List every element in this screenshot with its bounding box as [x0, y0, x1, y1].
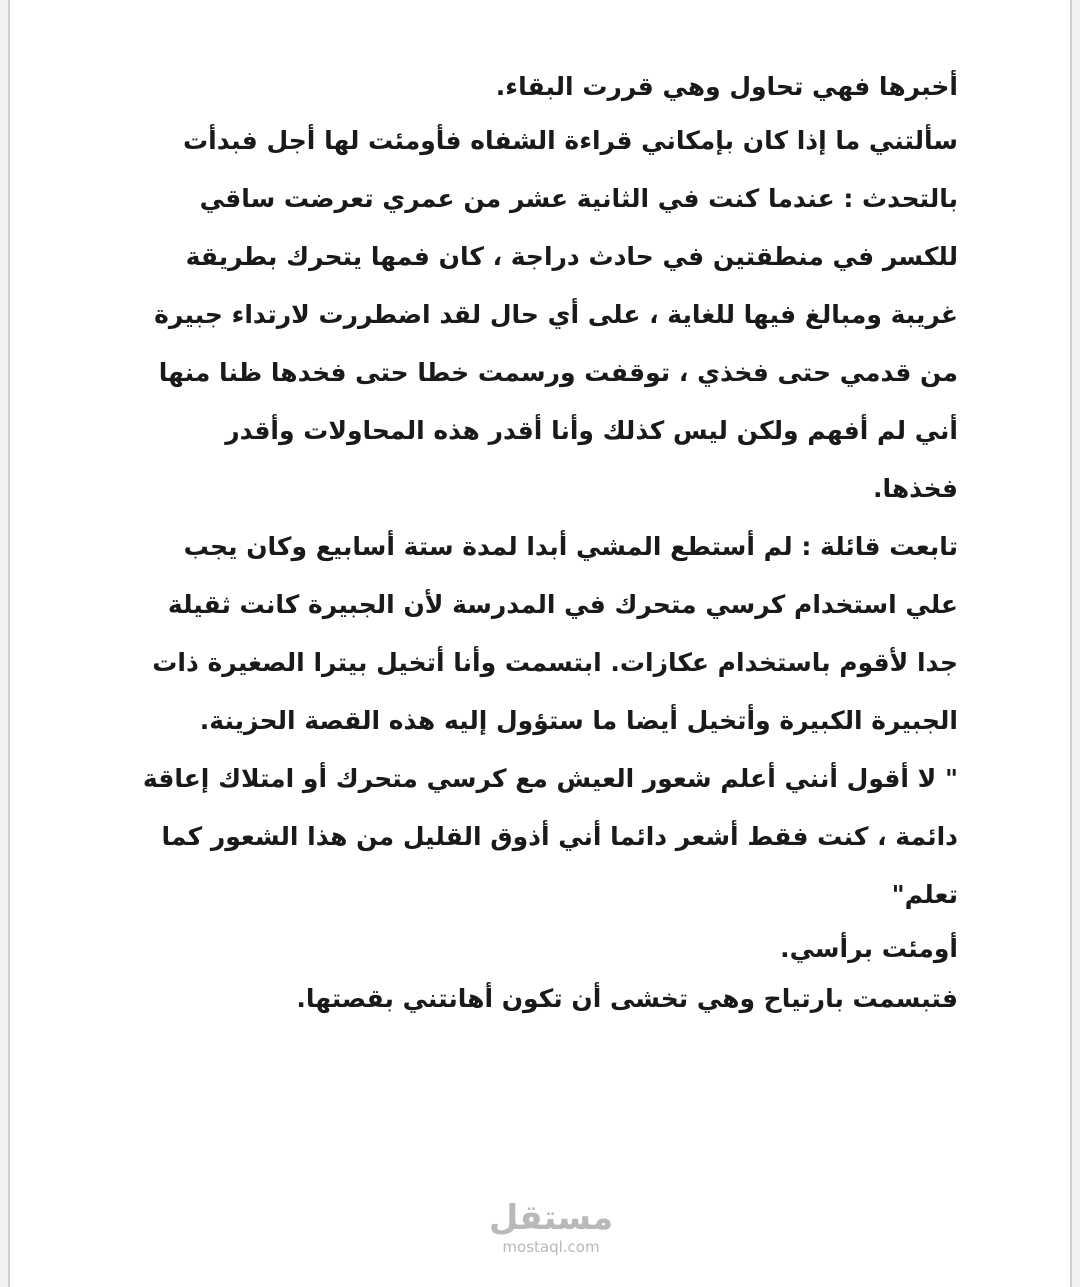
paragraph-4: " لا أقول أنني أعلم شعور العيش مع كرسي متحرك أو امتلاك إعاقة دائمة ، كنت فقط أشعر دائما أني أذوق القليل من هذا الشعور كما تعلم": [142, 764, 958, 909]
paragraph-2: سألتني ما إذا كان بإمكاني قراءة الشفاه فأومئت لها أجل فبدأت بالتحدث : عندما كنت في الثانية عشر من عمري تعرضت ساقي للكسر في منطقتين في حادث دراجة ، كان فمها يتحرك بطريقة غريبة ومبالغ فيها للغاية ، على أي حال لقد اضطررت لارتداء جبيرة من قدمي حتى فخذي ، توقفت ورسمت خطا حتى فخدها ظنا منها أني لم أفهم ولكن ليس كذلك وأنا أقدر هذه المحاولات وأقدر فخذها.: [154, 126, 958, 503]
document-page: [8, 0, 1072, 1287]
paragraph-5: أومئت برأسي.: [780, 934, 958, 963]
paragraph-3: تابعت قائلة : لم أستطع المشي أبدا لمدة ستة أسابيع وكان يجب علي استخدام كرسي متحرك في المدرسة لأن الجبيرة كانت ثقيلة جدا لأقوم باستخدام عكازات. ابتسمت وأنا أتخيل بيترا الصغيرة ذات الجبيرة الكبيرة وأتخيل أيضا ما ستؤول إليه هذه القصة الحزينة.: [152, 532, 958, 735]
watermark-logo: مستقل: [488, 1198, 614, 1238]
document-body: [138, 62, 958, 1024]
watermark: [476, 1198, 626, 1268]
paragraph-1: أخبرها فهي تحاول وهي قررت البقاء.: [495, 72, 958, 101]
paragraph-6: فتبسمت بارتياح وهي تخشى أن تكون أهانتني بقصتها.: [296, 984, 958, 1013]
watermark-domain: mostaql.com: [502, 1238, 600, 1256]
